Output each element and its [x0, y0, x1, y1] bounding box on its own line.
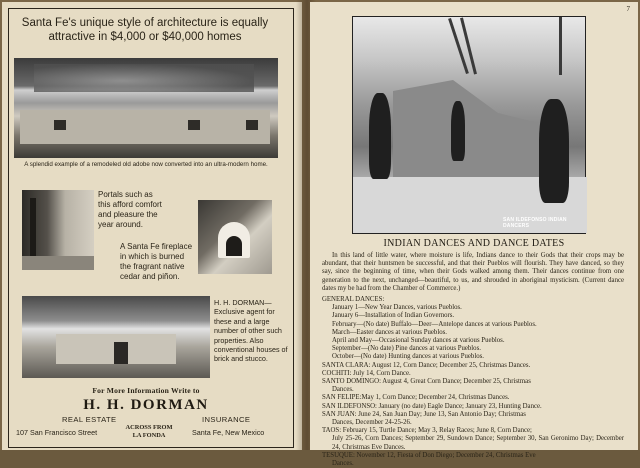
pueblo-entry — [322, 403, 624, 411]
pueblo-line: TESUQUE: November 12, Fiesta of Don Diego; December 24, Christmas Eve — [322, 451, 536, 459]
pueblo-line: SANTA CLARA: August 12, Corn Dance; December 25, Christmas Dances. — [322, 361, 531, 369]
city-address: Santa Fe, New Mexico — [192, 428, 265, 437]
list-item: April and May—Occasional Sunday dances at various Pueblos. — [332, 337, 505, 345]
pueblo-entry — [322, 452, 624, 468]
general-dances-list — [322, 304, 624, 361]
left-page — [2, 2, 302, 450]
pueblo-line: SAN ILDEFONSO: January (no date) Eagle Dance; January 23, Hunting Dance. — [322, 402, 542, 410]
pueblo-line-cont: Dances. — [332, 386, 354, 394]
article-body — [322, 252, 624, 468]
pueblo-line: SAN JUAN: June 24, San Juan Day; June 13, San Antonio Day; Christmas — [322, 410, 526, 418]
list-item: March—Easter dances at various Pueblos. — [332, 328, 447, 336]
list-item: February—(No date) Buffalo—Deer—Antelope dances at various Pueblos. — [332, 320, 537, 328]
pueblo-line-cont: Dances. — [332, 460, 354, 468]
pueblo-line: TAOS: February 15, Turtle Dance; May 3, Relay Races; June 8, Corn Dance; — [322, 427, 532, 435]
pueblo-entry — [322, 362, 624, 370]
pueblo-line-cont: Dances, December 24-25-26. — [332, 419, 412, 427]
portal-caption: Portals such as this afford comfort and pleasure the year around. — [98, 190, 162, 229]
adobe-home-photo — [14, 58, 278, 158]
portal-photo — [22, 190, 94, 270]
pueblo-entry — [322, 394, 624, 402]
pueblo-entry — [322, 378, 624, 394]
pueblo-line-cont: July 25-26, Corn Dances; September 29, Sundown Dance; September 30, San Geronimo Day; December 24, Christmas Eve Dances. — [332, 435, 624, 451]
dorman-house-photo — [22, 296, 210, 378]
general-dances-heading: GENERAL DANCES: — [322, 296, 385, 304]
pueblo-entry — [322, 370, 624, 378]
la-fonda-label: LA FONDA — [132, 431, 166, 439]
more-info-line: For More Information Write to — [92, 386, 200, 395]
ad-headline: Santa Fe's unique style of architecture is equally attractive in $4,000 or $40,000 homes — [21, 17, 269, 43]
street-address: 107 San Francisco Street — [16, 428, 98, 437]
real-estate-label: REAL ESTATE — [62, 415, 117, 424]
across-from-la-fonda — [114, 424, 184, 439]
adobe-caption: A splendid example of a remodeled old adobe now converted into an ultra-modern home. — [24, 161, 268, 168]
right-page — [310, 2, 638, 468]
list-item: September—(No date) Pine dances at various Pueblos. — [332, 345, 481, 353]
indian-dancers-photo — [352, 16, 586, 234]
pueblo-dates-list — [322, 362, 624, 468]
insurance-label: INSURANCE — [202, 415, 251, 424]
company-name: H. H. DORMAN — [83, 397, 209, 413]
fireplace-caption: A Santa Fe fireplace in which is burned the fragrant native cedar and piñon. — [120, 242, 193, 281]
fireplace-photo — [198, 200, 272, 274]
intro-paragraph: In this land of little water, where moisture is life, Indians dance to their Gods that their crops may be abundant, that their huntsmen be successful, and that their Pueblos will flourish. They have danced, so they say, since the beginning of time, when their Gods walked among them. Their dances continue from one generation to the next, unchanged—beautiful, to us, and shrouded in aboriginal mysticism. (Current dance dates my be had from the Chamber of Commerce.) — [322, 252, 624, 292]
pueblo-line: COCHITI: July 14, Corn Dance. — [322, 369, 411, 377]
pueblo-entry — [322, 411, 624, 427]
list-item: January 1—New Year Dances, various Pueblos. — [332, 304, 462, 312]
pueblo-entry — [322, 427, 624, 452]
list-item: January 6—Installation of Indian Governors. — [332, 312, 455, 320]
page-number: 7 — [626, 5, 630, 13]
article-title: INDIAN DANCES AND DANCE DATES — [383, 238, 565, 249]
pueblo-line: SAN FELIPE:May 1, Corn Dance; December 24, Christmas Dances. — [322, 394, 510, 402]
across-from-label: ACROSS FROM — [125, 424, 173, 431]
dorman-caption: H. H. DORMAN— Exclusive agent for these and a large number of other such properties. Also conventional houses of brick and stucco. — [214, 298, 288, 364]
photo-label: SAN ILDEFONSO INDIAN DANCERS — [503, 217, 567, 229]
pueblo-line: SANTO DOMINGO: August 4, Great Corn Dance; December 25, Christmas — [322, 378, 531, 386]
list-item: October—(No date) Hunting dances at various Pueblos. — [332, 353, 484, 361]
